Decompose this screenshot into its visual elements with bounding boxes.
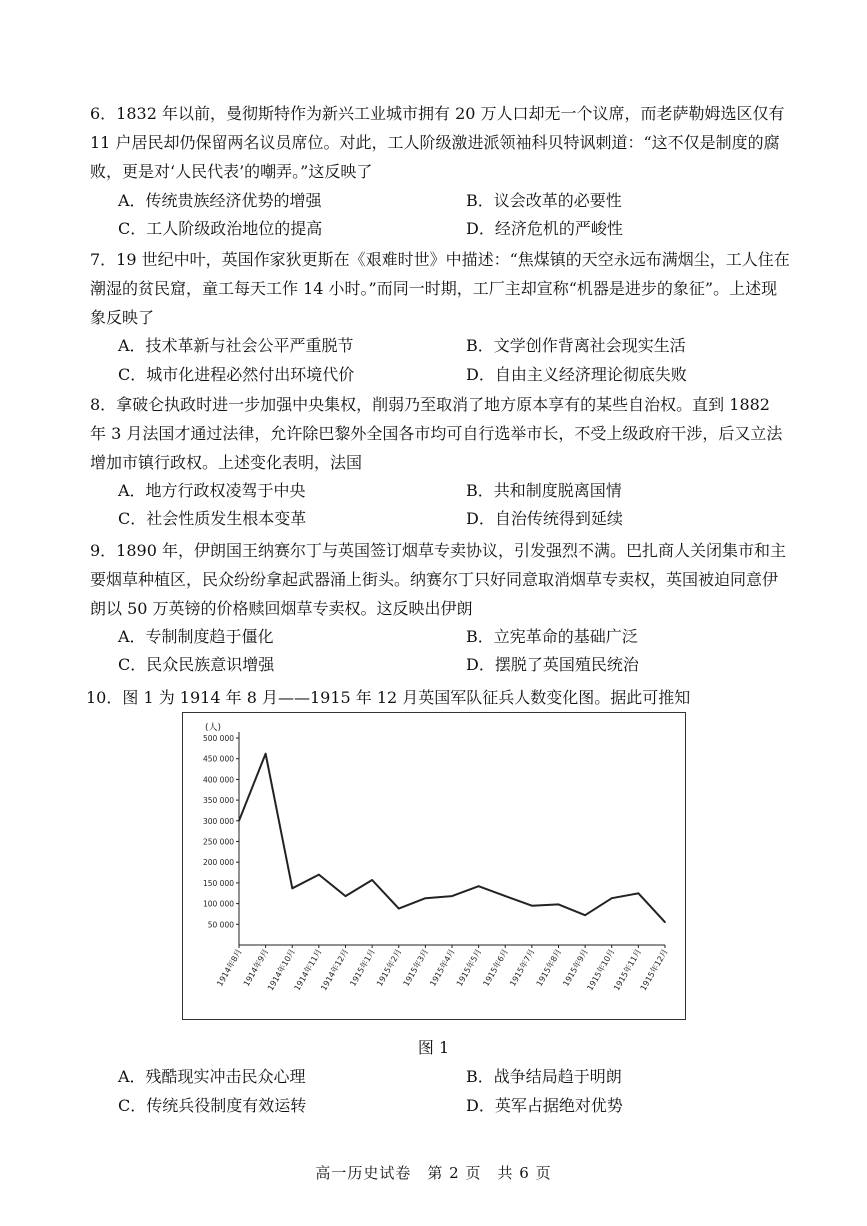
data-point bbox=[345, 895, 347, 897]
question-6-option-d[interactable]: D．经济危机的严峻性 bbox=[466, 219, 623, 238]
data-point bbox=[584, 914, 586, 916]
x-tick-label: 1915年7月 bbox=[508, 947, 537, 988]
question-9-option-d[interactable]: D．摆脱了英国殖民统治 bbox=[466, 655, 639, 674]
question-7-option-c[interactable]: C．城市化进程必然付出环境代价 bbox=[118, 365, 355, 384]
figure-caption: 图 1 bbox=[417, 1038, 450, 1057]
y-tick-label: 100 000 bbox=[202, 899, 234, 909]
x-tick-label: 1915年6月 bbox=[481, 947, 510, 988]
data-point bbox=[238, 820, 240, 822]
data-point bbox=[504, 895, 506, 897]
question-9-option-c[interactable]: C．民众民族意识增强 bbox=[118, 655, 275, 674]
question-10-option-c[interactable]: C．传统兵役制度有效运转 bbox=[118, 1096, 307, 1115]
y-tick-label: 300 000 bbox=[202, 816, 234, 826]
data-point bbox=[371, 879, 373, 881]
x-tick-label: 1915年4月 bbox=[428, 947, 457, 988]
y-tick-label: 350 000 bbox=[202, 796, 234, 806]
data-point bbox=[531, 905, 533, 907]
data-point bbox=[611, 897, 613, 899]
y-tick-label: 450 000 bbox=[202, 754, 234, 764]
data-point bbox=[318, 874, 320, 876]
y-axis-unit-label: (人) bbox=[205, 723, 222, 733]
question-10-option-a[interactable]: A．残酷现实冲击民众心理 bbox=[118, 1067, 306, 1086]
question-6-stem: 6．1832 年以前，曼彻斯特作为新兴工业城市拥有 20 万人口却无一个议席，而老萨勒姆选区仅有 11 户居民却仍保留两名议员席位。对此，工人阶级激进派领袖科贝特讽刺道：“这不仅是制度的腐败，更是对‘人民代表’的嘲弄。”这反映了 bbox=[90, 104, 785, 181]
question-9-stem: 9．1890 年，伊朗国王纳赛尔丁与英国签订烟草专卖协议，引发强烈不满。巴扎商人关闭集市和主要烟草种植区，民众纷纷拿起武器涌上街头。纳赛尔丁只好同意取消烟草专卖权，英国被迫同意伊朗以 50 万英镑的价格赎回烟草专卖权。这反映出伊朗 bbox=[90, 541, 786, 618]
question-10-stem: 10．图 1 为 1914 年 8 月——1915 年 12 月英国军队征兵人数变化图。据此可推知 bbox=[86, 688, 691, 707]
data-point bbox=[558, 904, 560, 906]
x-tick-label: 1915年12月 bbox=[638, 947, 670, 993]
x-tick-label: 1914年12月 bbox=[319, 947, 351, 993]
x-tick-label: 1915年9月 bbox=[561, 947, 590, 988]
question-7-option-b[interactable]: B．文学创作背离社会现实生活 bbox=[466, 336, 686, 355]
x-tick-label: 1915年5月 bbox=[454, 947, 484, 988]
y-tick-label: 400 000 bbox=[202, 775, 234, 785]
enlistment-line-chart bbox=[182, 712, 686, 1020]
x-tick-label: 1915年2月 bbox=[374, 947, 404, 988]
question-6-option-b[interactable]: B．议会改革的必要性 bbox=[466, 191, 622, 210]
x-tick-label: 1915年8月 bbox=[534, 947, 564, 988]
x-tick-label: 1915年11月 bbox=[612, 947, 644, 993]
x-tick-label: 1914年8月 bbox=[215, 947, 244, 988]
y-tick-label: 200 000 bbox=[202, 858, 234, 868]
data-point bbox=[265, 753, 267, 755]
data-point bbox=[451, 895, 453, 897]
x-tick-label: 1915年10月 bbox=[585, 947, 617, 993]
data-point bbox=[664, 921, 666, 923]
y-tick-label: 250 000 bbox=[202, 837, 234, 847]
page-footer: 高一历史试卷 第 2 页 共 6 页 bbox=[315, 1164, 552, 1182]
question-7-option-d[interactable]: D．自由主义经济理论彻底失败 bbox=[466, 365, 687, 384]
question-6-option-a[interactable]: A．传统贵族经济优势的增强 bbox=[118, 191, 322, 210]
question-8-option-b[interactable]: B．共和制度脱离国情 bbox=[466, 481, 622, 500]
question-7-stem: 7．19 世纪中叶，英国作家狄更斯在《艰难时世》中描述：“焦煤镇的天空永远布满烟尘，工人住在潮湿的贫民窟，童工每天工作 14 小时。”而同一时期，工厂主却宣称“机器是进步的象征”。上述现象反映了 bbox=[90, 250, 790, 327]
question-9-option-b[interactable]: B．立宪革命的基础广泛 bbox=[466, 627, 638, 646]
x-tick-label: 1914年11月 bbox=[292, 947, 324, 993]
y-tick-label: 500 000 bbox=[202, 734, 234, 743]
data-point bbox=[425, 897, 427, 899]
y-tick-label: 50 000 bbox=[207, 920, 234, 930]
chart-canvas bbox=[183, 713, 685, 1019]
question-8-option-c[interactable]: C．社会性质发生根本变革 bbox=[118, 509, 307, 528]
data-point bbox=[638, 892, 640, 894]
question-10-option-d[interactable]: D．英军占据绝对优势 bbox=[466, 1096, 623, 1115]
question-8-option-d[interactable]: D．自治传统得到延续 bbox=[466, 509, 623, 528]
question-8-option-a[interactable]: A．地方行政权凌驾于中央 bbox=[118, 481, 306, 500]
question-10-option-b[interactable]: B．战争结局趋于明朗 bbox=[466, 1067, 622, 1086]
question-7-option-a[interactable]: A．技术革新与社会公平严重脱节 bbox=[118, 336, 354, 355]
question-9-option-a[interactable]: A．专制制度趋于僵化 bbox=[118, 627, 274, 646]
question-8-stem: 8．拿破仑执政时进一步加强中央集权，削弱乃至取消了地方原本享有的某些自治权。直到 1882 年 3 月法国才通过法律，允许除巴黎外全国各市均可自行选举市长，不受上级政府干涉，后又立法增加市镇行政权。上述变化表明，法国 bbox=[90, 395, 783, 472]
x-tick-label: 1914年10月 bbox=[265, 947, 297, 993]
data-point bbox=[478, 885, 480, 887]
x-tick-label: 1914年9月 bbox=[241, 947, 271, 988]
x-tick-label: 1915年3月 bbox=[401, 947, 431, 988]
y-tick-label: 150 000 bbox=[202, 878, 234, 888]
data-point bbox=[398, 908, 400, 910]
x-tick-label: 1915年1月 bbox=[348, 947, 377, 988]
question-6-option-c[interactable]: C．工人阶级政治地位的提高 bbox=[118, 219, 323, 238]
data-point bbox=[291, 887, 293, 889]
